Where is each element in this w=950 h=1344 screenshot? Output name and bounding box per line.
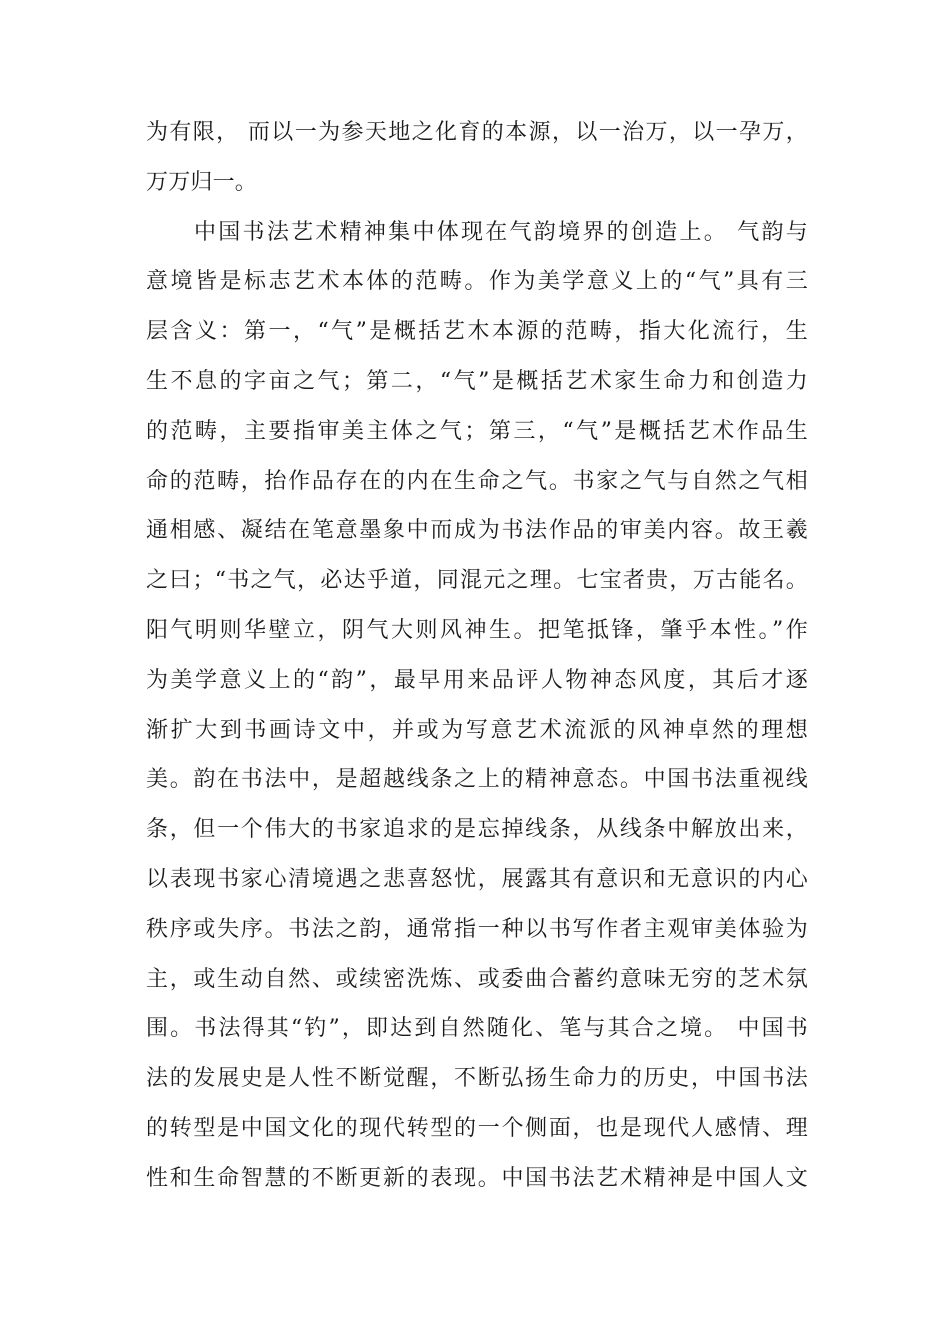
- text-line: 生不息的字亩之气；第二，“气”是概括艺术家生命力和创造力: [146, 368, 808, 394]
- text-line: 通相感、凝结在笔意墨象中而成为书法作品的审美内容。故王羲: [146, 518, 808, 544]
- text-line: 渐扩大到书画诗文中，并或为写意艺术流派的风神卓然的理想: [146, 717, 808, 743]
- text-line: 之曰；“书之气，必达乎道，同混元之理。七宝者贵，万古能名。: [146, 568, 808, 594]
- text-line: 阳气明则华壁立，阴气大则风神生。把笔抵锋，肇乎本性。”作: [146, 617, 808, 643]
- text-line: 主，或生动自然、或续密洗炼、或委曲合蓄约意味无穷的芝术氛: [146, 966, 808, 992]
- text-line: 命的范畴，抬作品存在的内在生命之气。书家之气与自然之气相: [146, 468, 808, 494]
- body-text: [146, 108, 808, 1204]
- text-line: 中国书法艺术精神集中体现在气韵境界的创造上。 气韵与: [194, 219, 808, 245]
- text-line: 意境皆是标志艺术本体的范畴。作为美学意义上的“气”具有三: [146, 269, 808, 295]
- text-line: 秩序或失序。书法之韵，通常指一种以书写作者主观审美体验为: [146, 916, 808, 942]
- text-line: 法的发展史是人性不断觉醒，不断弘扬生命力的历史，中国书法: [146, 1066, 808, 1092]
- text-line: 以表现书家心清境遇之悲喜怒忧，展露其有意识和无意识的内心: [146, 866, 808, 892]
- text-line: 性和生命智慧的不断更新的表现。中国书法艺术精神是中国人文: [146, 1165, 808, 1191]
- paragraph-2: [146, 208, 808, 1204]
- text-line: 的转型是中国文化的现代转型的一个侧面，也是现代人感情、理: [146, 1115, 808, 1141]
- paragraph-1: [146, 108, 808, 208]
- text-line: 围。书法得其“钓”，即达到自然随化、笔与其合之境。 中国书: [146, 1016, 808, 1042]
- text-line: 美。韵在书法中，是超越线条之上的精神意态。中国书法重视线: [146, 767, 808, 793]
- text-line: 条，但一个伟大的书家追求的是忘掉线条，从线条中解放出来，: [146, 817, 808, 843]
- text-line: 的范畴，主要指审美主体之气；第三，“气”是概括艺术作品生: [146, 418, 808, 444]
- text-line: 万万归一。: [146, 169, 258, 195]
- text-line: 为有限， 而以一为参天地之化育的本源，以一治万，以一孕万，: [146, 120, 808, 145]
- text-line: 为美学意义上的“韵”，最早用来品评人物神态风度，其后才逐: [146, 667, 808, 693]
- text-line: 层含义：第一，“气”是概括艺木本源的范畴，指大化流行，生: [146, 319, 808, 345]
